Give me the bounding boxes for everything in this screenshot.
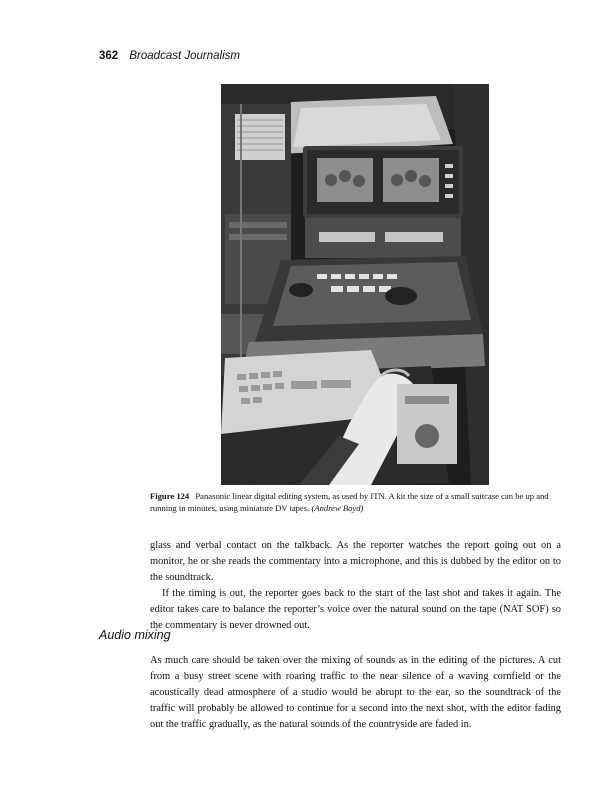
section-heading: Audio mixing — [99, 628, 171, 642]
figure-credit: (Andrew Boyd) — [311, 502, 364, 513]
page-number: 362 — [99, 50, 119, 62]
running-title: Broadcast Journalism — [129, 50, 240, 62]
figure-caption — [150, 491, 562, 514]
running-header — [99, 50, 240, 62]
body-paragraph-2: If the timing is out, the reporter goes back to the start of the last shot and takes it again. The editor takes care to balance the reporter’s voice over the natural sound on the tape (NAT SOF) so the commentary is never drowned out. — [150, 588, 561, 631]
figure-photo — [221, 84, 489, 485]
editing-system-photo-illustration — [221, 84, 489, 485]
body-paragraph-3: As much care should be taken over the mixing of sounds as in the editing of the pictures. A cut from a busy street scene with roaring traffic to the near silence of a waving cornfield or the acoustically dead atmosphere of a studio would be abrupt to the ear, so the soundtrack of the traffic will probably be allowed to continue for a second into the next shot, with the editor fading out the traffic gradually, as the natural sounds of the countryside are faded in. — [150, 655, 561, 730]
figure-caption-text: Panasonic linear digital editing system, as used by ITN. A kit the size of a small suitcase can be up and running in minutes, using miniature DV tapes. — [150, 491, 549, 513]
figure-label: Figure 124 — [150, 491, 190, 501]
body-paragraph-1: glass and verbal contact on the talkback. As the reporter watches the report going out on a monitor, he or she reads the commentary into a microphone, and this is dubbed by the editor on to the soundtrack. — [150, 540, 561, 583]
